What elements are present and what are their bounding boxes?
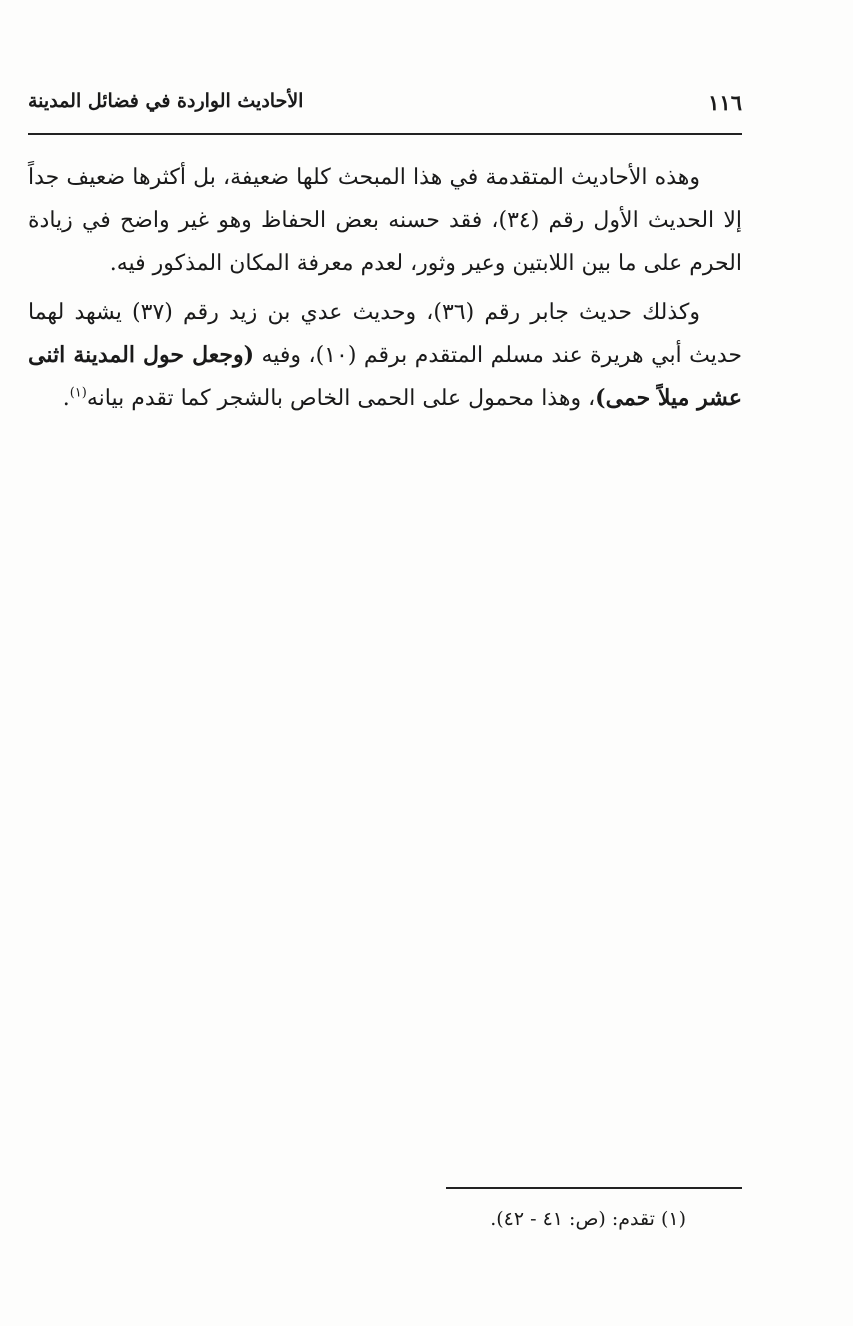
footnote-rule	[446, 1187, 742, 1189]
paragraph-2	[28, 291, 742, 420]
hadith-quote: (وجعل حول المدينة اثنى عشر ميلاً حمى)	[28, 342, 742, 411]
paragraph-2-end: ، وهذا محمول على الحمى الخاص بالشجر كما تقدم بيانه	[86, 386, 596, 411]
footnote-reference[interactable]: (١)	[69, 385, 87, 401]
body-text	[28, 156, 742, 426]
running-title: الأحاديث الواردة في فضائل المدينة	[28, 90, 304, 112]
header-rule	[28, 133, 742, 135]
page-number: ١١٦	[708, 90, 742, 115]
paragraph-2-start: وكذلك حديث جابر رقم (٣٦)، وحديث عدي بن زيد رقم (٣٧) يشهد لهما حديث أبي هريرة عند مسلم المتقدم برقم (١٠)، وفيه	[28, 300, 742, 368]
paragraph-1: وهذه الأحاديث المتقدمة في هذا المبحث كلها ضعيفة، بل أكثرها ضعيف جداً إلا الحديث الأول رقم (٣٤)، فقد حسنه بعض الحفاظ وهو غير واضح في زيادة الحرم على ما بين اللابتين وعير وثور، لعدم معرفة المكان المذكور فيه.	[28, 165, 742, 276]
paragraph-2-final: .	[62, 386, 70, 411]
page-header	[28, 84, 742, 120]
footnote: (١) تقدم: (ص: ٤١ - ٤٢).	[490, 1208, 686, 1230]
